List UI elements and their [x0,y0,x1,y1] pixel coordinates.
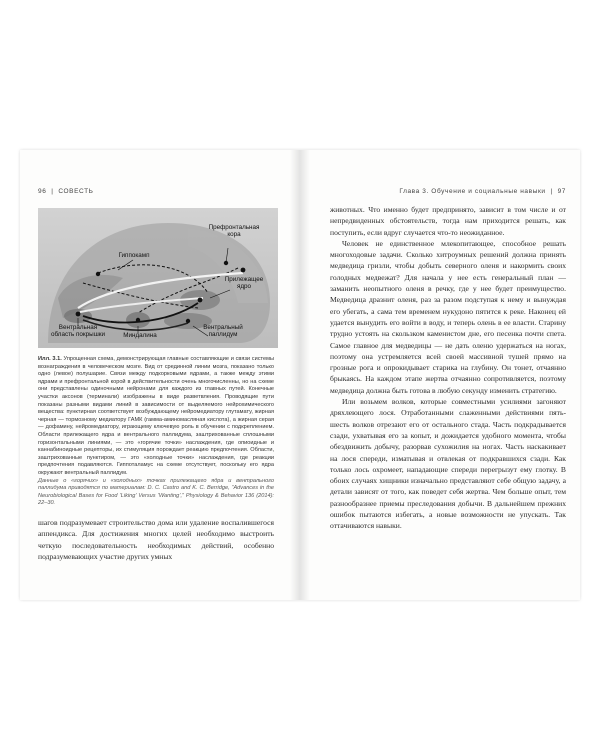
neuron-node [96,272,100,276]
right-paragraph-1: животных. Что именно будет предпринято, зависит в том числе и от непредвиденных обстоятельств, тогда нам приходится решать, как поступить, если вдруг случается что-то неожиданное. [330,205,566,237]
left-running-head [38,188,94,195]
right-paragraph-2: Человек не единственное млекопитающее, способное решать многоходовые задачи. Сколько хитроумных решений должна принять медведица гризли, чтобы добыть северного оленя и накормить своих голодных медвежат? Для начала у нее есть генеральный план — заманить неопытного оленя в речку, где у нее будет преимущество. Медведица дразнит оленя, раз за разом подступая к нему и вынуждая его убегать, а сама тем временем нукудоно пятится к реке. Наконец ей удается вынудить его войти в воду, и теперь олень в ее власти. Старину трудно устоять на скользком каменистом дне, его песенка почти спета. Самое главное для медведицы — не дать оленю удержаться на ногах, поэтому она устремляется всей своей массивной тушей прямо на грозные рога и опрокидывает старика на глубину. Он тонет, отчаянно брыкаясь. На каждом этапе жертва отчаянно сопротивляется, поэтому медведица должна быть готова в любую секунду изменить стратегию. [330,238,566,395]
label-prefrontal-cortex: Префронтальная кора [208,224,260,238]
right-running-head [399,188,566,195]
caption-label: Илл. 3.1. [38,356,62,362]
right-page-number: 97 [557,188,566,195]
brain-reward-figure [38,208,278,348]
neuron-node [76,312,81,317]
neuron-node [198,298,203,303]
caption-source: Данные о «горячих» и «холодных» точках прилежащего ядра и вентрального паллидума приводятся по материалам: D. C. Castro and K. C. Berridge, “Advances in the Neurobiological Bases for Food ‘Liking’ Versus ‘Wanting’,” Physiology & Behavior 136 (2014): 22–30. [38,477,274,507]
neuron-node [186,319,190,323]
label-amygdala: Миндалина [123,332,157,339]
left-header-separator: | [51,188,54,195]
neuron-node [136,318,140,322]
left-paragraph: шагов подразумевает строительство дома или удаление воспалившегося аппендикса. Для достижения многих целей необходимо выстроить четкую последовательность необходимых действий, особенно подразумевающих участие других умных [38,518,274,561]
right-paragraph-3: Или возьмем волков, которые совместными усилиями загоняют дряхлеющего лося. Отработанными слаженными действиями пять-шесть волков отрезают его от остального стада. Часть подкрадывается сзади, ухватывая его за копыт, и дожидается удобного момента, чтобы обездвижить добычу, разорвав сухожилия на ногах. Часть наскакивает на лося спереди, изматывая и отвлекая от подкравшихся сзади. Как только лось охромеет, нападающие спереди перегрызут ему глотку. В обоих случаях хищники изначально представляют себе общую задачу, а детали зависят от того, как поведет себя жертва. Чем больше опыт, тем разнообразнее приемы преследования добычи. В дальнейшем прежних ошибок пытаются избегать, а новые возможности не упускать. Так оттачиваются навыки. [330,397,566,531]
right-page [300,150,580,600]
left-body-text [38,517,274,562]
left-section-title: СОВЕСТЬ [58,188,94,195]
figure-caption [38,356,274,508]
label-vta: Вентральная область покрышки [50,324,106,338]
right-body-text [330,204,566,532]
neuron-node [241,268,246,273]
chapter-title: Глава 3. Обучение и социальные навыки [399,188,546,195]
caption-text: Упрощенная схема, демонстрирующая главные составляющие и связи системы вознаграждения в человеческом мозге. Вид от срединной линии мозга, показано только одно (левое) полушарие. Связи между подкорковыми ядрами, а также между этими ядрами и префронтальной корой в действительности очень многочисленны, но на схеме они представлены одиночными нейронами для каждого из главных путей. Конечные участки аксонов (терминали) изображены в виде разветвления. Проводящие пути показаны разными видами линий в зависимости от выделяемого нейрохимического вещества: пунктирная соответствует возбуждающему нейромедиатору глутамату, жирная черная — тормозному медиатору ГАМК (гамма-аминомасляная кислота), а жирная серая — дофамину, нейромедиатору, играющему ключевую роль в обучении с подкреплением. Области прилежащего ядра и вентрального паллидума, заштрихованные сплошными горизонтальными линиями, — это «горячие точки» наслаждения, где опиоидные и каннабиноидные рецепторы, их стимуляция порождает реакцию предпочтения. Области, заштрихованные пунктиром, — это «холодные точки» наслаждения, где реакции предпочтения подавляются. Гиппоталамус на схеме отсутствует, поскольку его ядра окружают вентральный паллидум. [38,356,274,476]
label-ventral-pallidum: Вентральный паллидум [203,324,243,338]
label-hippocampus: Гиппокамп [118,252,150,259]
left-page [20,150,300,600]
label-nucleus-accumbens: Прилежащее ядро [224,276,264,290]
left-page-number: 96 [38,188,47,195]
book-spread [20,150,580,600]
right-header-separator: | [550,188,553,195]
